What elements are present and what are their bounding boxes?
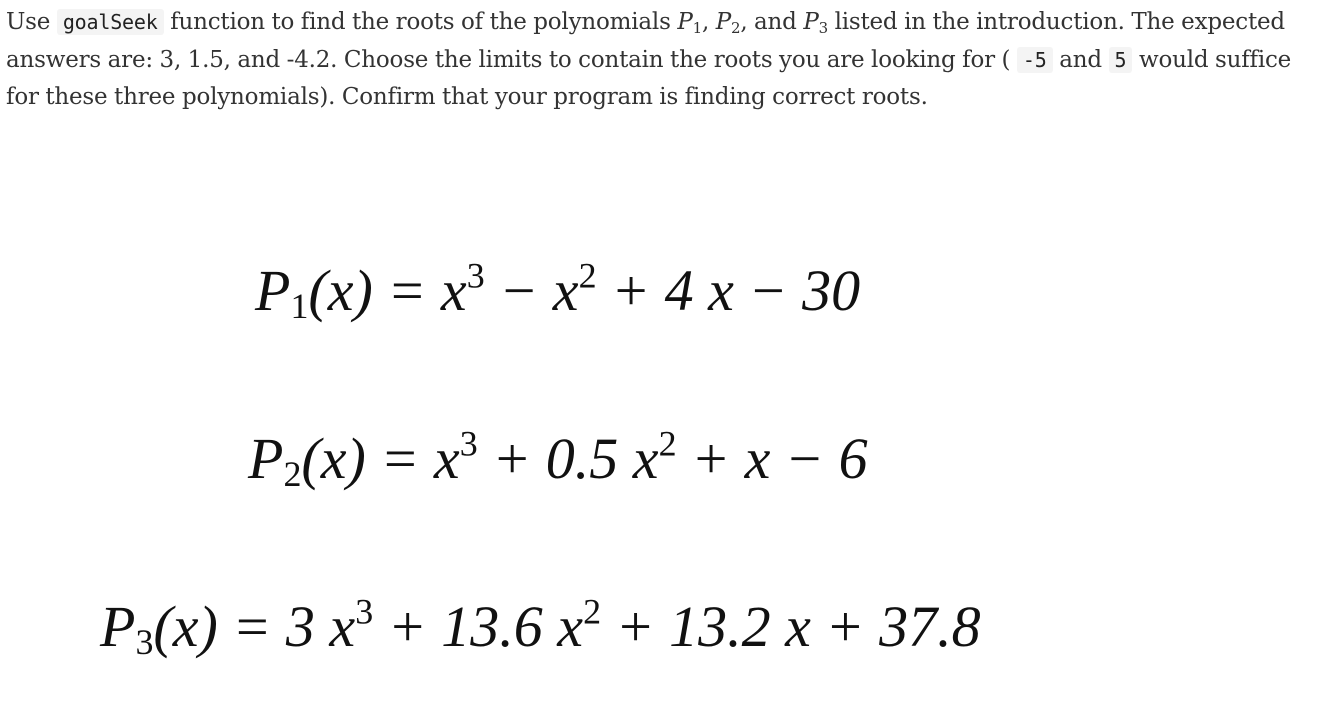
p1-name: P	[255, 258, 291, 323]
p3-exponent-cubic: 3	[355, 591, 374, 632]
p2-exponent-cubic: 3	[459, 423, 478, 464]
p2-tail: + x − 6	[676, 426, 868, 491]
p3-lhs: (x) = 3 x	[153, 594, 356, 659]
p1-subscript: 1	[692, 19, 702, 37]
p1-quadratic-term: − x	[484, 258, 579, 323]
p1-letter: P	[677, 9, 693, 35]
upper-limit-code: 5	[1109, 47, 1133, 73]
p1-reference	[677, 9, 702, 35]
p2-letter: P	[715, 9, 731, 35]
p3-reference	[803, 9, 828, 35]
instructions-text-3: would suffice for these three polynomials). Confirm that your program is finding correct roots.	[6, 46, 1292, 110]
and-text: , and	[740, 9, 797, 35]
p2-lhs: (x) = x	[301, 426, 460, 491]
p1-lhs: (x) = x	[308, 258, 467, 323]
p3-exponent-square: 2	[583, 591, 602, 632]
and-between: and	[1059, 46, 1102, 73]
p1-eq-subscript: 1	[290, 285, 309, 326]
p1-exponent-square: 2	[578, 255, 597, 296]
p3-name: P	[100, 594, 136, 659]
lower-limit-code: -5	[1017, 47, 1053, 73]
p1-tail: + 4 x − 30	[596, 258, 861, 323]
p3-subscript: 3	[818, 19, 828, 37]
use-word: Use	[6, 9, 51, 35]
p2-reference	[716, 9, 741, 35]
p3-letter: P	[803, 9, 819, 35]
instructions-paragraph	[6, 4, 1316, 117]
p2-eq-subscript: 2	[283, 453, 302, 494]
goalseek-code: goalSeek	[57, 9, 164, 35]
polynomial-p1-equation	[255, 255, 861, 326]
p3-quadratic-term: + 13.6 x	[373, 594, 584, 659]
p2-subscript: 2	[730, 19, 741, 37]
p2-name: P	[248, 426, 284, 491]
polynomial-p3-equation	[100, 591, 981, 662]
instructions-text-1: function to find the roots of the polynomials	[170, 9, 671, 35]
p3-eq-subscript: 3	[135, 621, 154, 662]
p2-exponent-square: 2	[658, 423, 677, 464]
p1-exponent-cubic: 3	[466, 255, 485, 296]
comma: ,	[701, 9, 710, 35]
p2-quadratic-term: + 0.5 x	[477, 426, 659, 491]
p3-tail: + 13.2 x + 37.8	[601, 594, 981, 659]
instructions-text-2: listed in the introduction. The expected answers are: 3, 1.5, and -4.2. Choose the limits to contain the roots you are looking for (	[6, 9, 1285, 73]
polynomial-p2-equation	[248, 423, 868, 494]
